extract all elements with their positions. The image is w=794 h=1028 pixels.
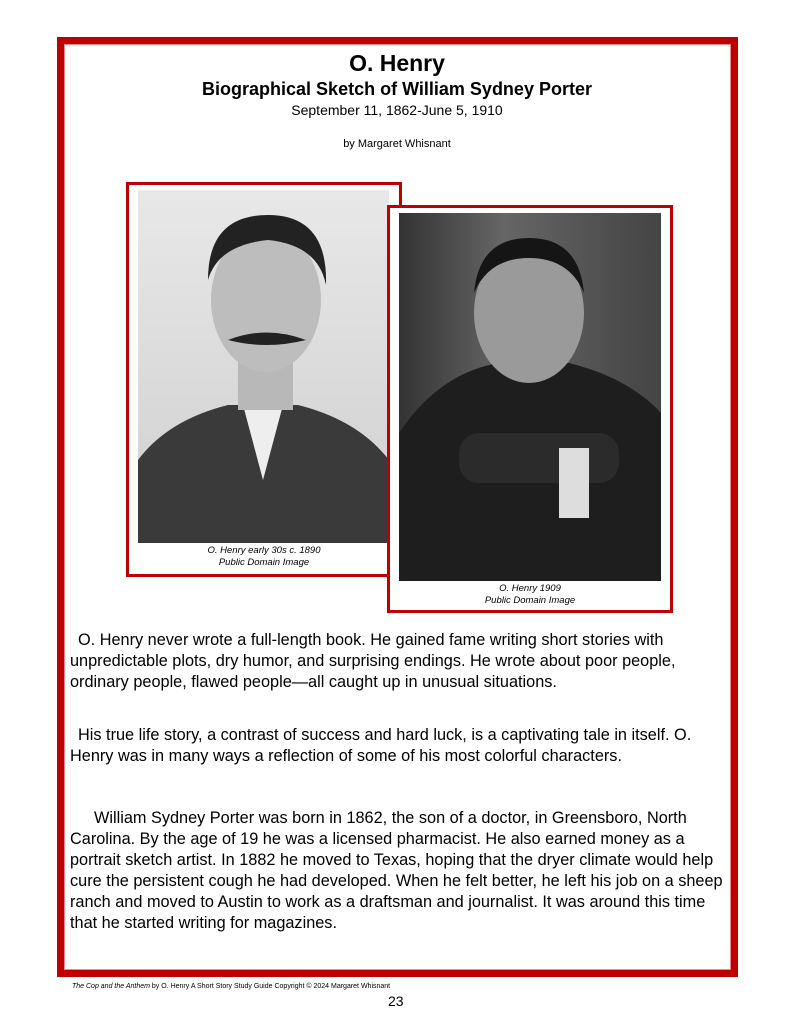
footer-book-title: The Cop and the Anthem bbox=[72, 983, 150, 990]
page-number: 23 bbox=[388, 993, 404, 1009]
caption-credit: Public Domain Image bbox=[218, 557, 310, 568]
footer-copyright bbox=[72, 983, 390, 990]
photo-frame-1909 bbox=[387, 205, 673, 613]
life-dates: September 11, 1862-June 5, 1910 bbox=[291, 102, 503, 118]
paragraph-3: William Sydney Porter was born in 1862, the son of a doctor, in Greensboro, North Carolina. By the age of 19 he was a licensed pharmacist. He also earned money as a portrait sketch artist. In 1882 he moved to Texas, hoping that the dryer climate would help cure the persistent cough he had developed. When he felt better, he left his job on a sheep ranch and moved to Austin to work as a draftsman and journalist. It was around this time that he started writing for magazines. bbox=[70, 809, 723, 932]
photo-frame-1890 bbox=[126, 182, 402, 577]
caption-line: O. Henry 1909 bbox=[499, 583, 561, 594]
photo-caption-1909 bbox=[390, 583, 670, 607]
paragraph-1: O. Henry never wrote a full-length book. He gained fame writing short stories with unpredictable plots, dry humor, and surprising endings. He wrote about poor people, ordinary people, flawed people—all caught up in unusual situations. bbox=[70, 631, 676, 691]
caption-credit: Public Domain Image bbox=[484, 595, 576, 606]
caption-line: O. Henry early 30s c. 1890 bbox=[207, 545, 321, 556]
page-title: O. Henry bbox=[349, 50, 445, 76]
page-subtitle: Biographical Sketch of William Sydney Porter bbox=[202, 79, 592, 99]
photo-caption-1890 bbox=[129, 545, 399, 569]
portrait-1909-image bbox=[399, 213, 661, 581]
paragraph-2: His true life story, a contrast of success and hard luck, is a captivating tale in itself. O. Henry was in many ways a reflection of some of his most colorful characters. bbox=[70, 726, 692, 765]
footer-text: by O. Henry A Short Story Study Guide Copyright © 2024 Margaret Whisnant bbox=[149, 983, 391, 990]
portrait-1890-image bbox=[138, 190, 389, 543]
author-byline: by Margaret Whisnant bbox=[343, 138, 451, 150]
